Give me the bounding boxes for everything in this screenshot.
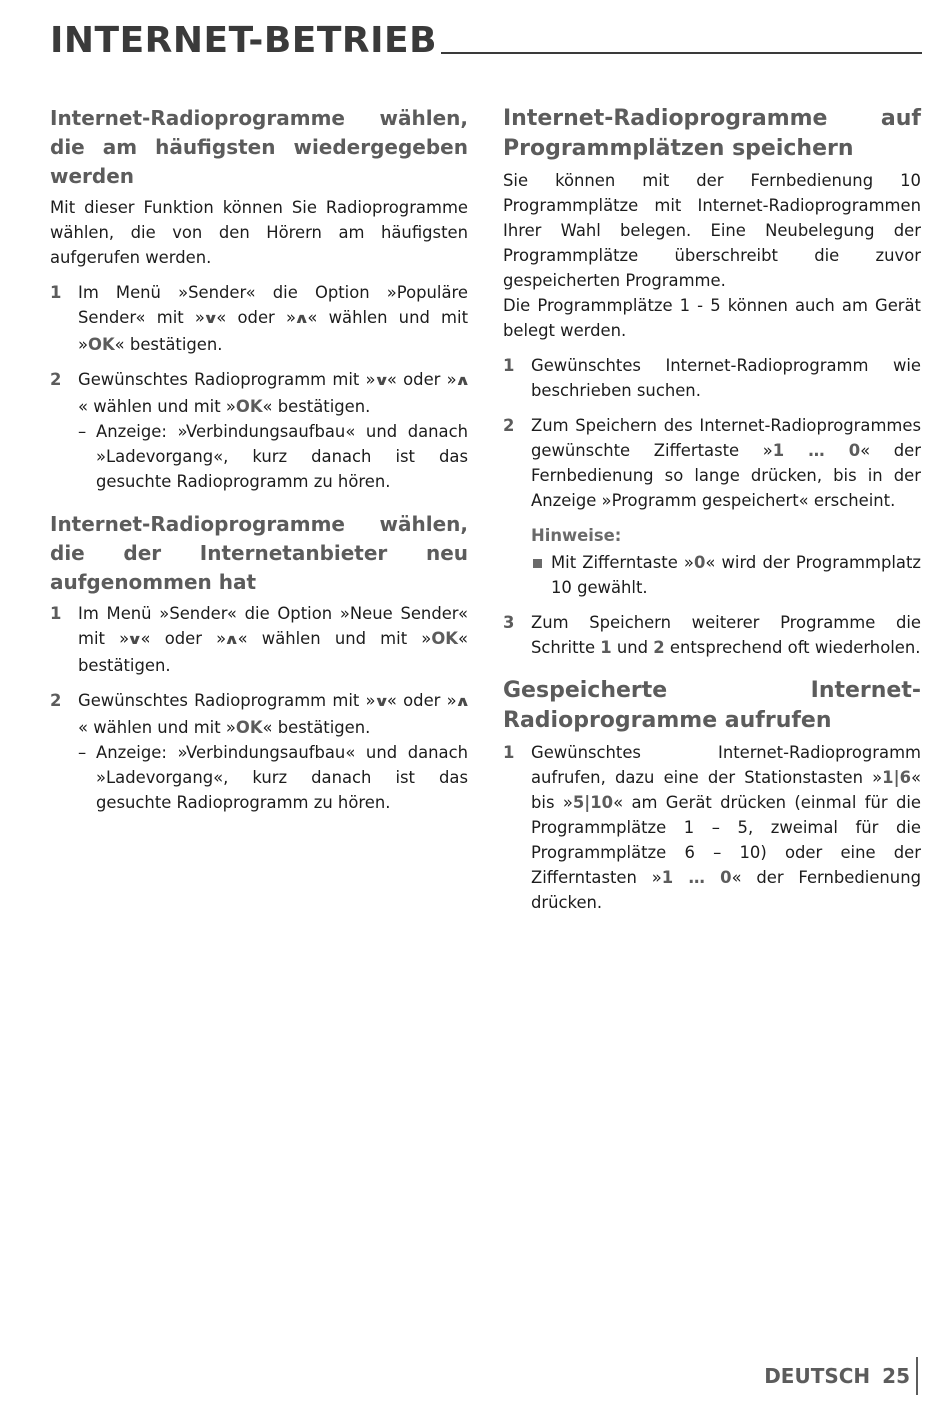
dash-marker: – — [78, 743, 87, 762]
step-number: 1 — [503, 356, 515, 375]
chevron-down-icon: ∨ — [373, 373, 390, 389]
step-text: Im Menü »Sender« die Option »Neue Sender« mit » — [78, 604, 468, 648]
display-note — [78, 419, 468, 494]
note-text: Anzeige: »Verbindungsaufbau« und danach »Ladevorgang«, kurz danach ist das gesuchte Radioprogramm zu hören. — [96, 743, 468, 812]
step-number: 2 — [503, 416, 515, 435]
section-heading-recall: Gespeicherte Internet-Radioprogramme aufrufen — [503, 678, 921, 733]
section-intro-store-device: Die Programmplätze 1 - 5 können auch am Gerät belegt werden. — [503, 296, 921, 340]
step-number: 1 — [50, 604, 62, 623]
step-text: Zum Speichern des Internet-Radioprogrammes gewünschte Ziffertaste » — [531, 416, 921, 460]
step-text: « oder » — [216, 308, 297, 327]
digit-key: 0 — [693, 553, 706, 572]
step-number: 2 — [50, 691, 62, 710]
step-text: « bestätigen. — [114, 335, 223, 354]
station-key: 1|6 — [882, 768, 911, 787]
chevron-down-icon: ∨ — [126, 632, 143, 648]
step-text: « wählen und mit » — [78, 308, 469, 354]
section-heading-popular: Internet-Radioprogramme wählen, die am häufigsten wiedergegeben werden — [50, 106, 468, 188]
section-heading-new: Internet-Radioprogramme wählen, die der Internetanbieter neu aufgenommen hat — [50, 512, 468, 594]
step-text: « am Gerät drücken (einmal für die Programmplätze 1 – 5, zweimal für die Programmplätze 6 – 10) oder eine der Zifferntasten » — [531, 793, 921, 887]
dash-marker: – — [78, 422, 87, 441]
chevron-up-icon: ∧ — [293, 311, 310, 327]
chevron-up-icon: ∧ — [454, 373, 471, 389]
step-text: « bestätigen. — [262, 397, 371, 416]
step-ref: 2 — [653, 638, 665, 657]
step-text: « bestätigen. — [262, 718, 371, 737]
hint-item — [503, 550, 921, 600]
step-number: 1 — [50, 283, 62, 302]
step-text: « bis » — [531, 768, 921, 812]
display-note — [78, 740, 468, 815]
section-intro-store: Sie können mit der Fernbedienung 10 Programmplätze mit Internet-Radioprogrammen Ihrer Wahl belegen. Eine Neubelegung der Programmplätze überschreibt die zuvor gespeicherten Programme. — [503, 171, 921, 290]
step-number: 1 — [503, 743, 515, 762]
step-text: « oder » — [386, 691, 457, 710]
chevron-up-icon: ∧ — [223, 632, 240, 648]
square-bullet-icon — [533, 559, 542, 568]
ok-key: OK — [88, 335, 115, 354]
chevron-down-icon: ∨ — [373, 694, 390, 710]
step-text: Gewünschtes Radioprogramm mit » — [78, 691, 376, 710]
step-new-2 — [50, 688, 471, 815]
right-column — [503, 104, 921, 925]
step-text: « wählen und mit » — [78, 397, 236, 416]
station-key: 5|10 — [572, 793, 614, 812]
page-number: 25 — [882, 1364, 910, 1388]
ok-key: OK — [235, 718, 263, 737]
step-text: und — [611, 638, 654, 657]
step-text: « oder » — [140, 629, 227, 648]
step-store-1 — [503, 353, 921, 403]
step-number: 2 — [50, 370, 62, 389]
chevron-up-icon: ∧ — [454, 694, 471, 710]
step-text: « wählen und mit » — [78, 718, 236, 737]
ok-key: OK — [235, 397, 263, 416]
digit-keys: 1 … 0 — [772, 441, 861, 460]
step-new-1 — [50, 601, 468, 678]
chevron-down-icon: ∨ — [202, 311, 219, 327]
step-popular-2 — [50, 367, 471, 494]
footer-rule — [916, 1357, 918, 1395]
digit-keys: 1 … 0 — [661, 868, 732, 887]
step-text: Gewünschtes Radioprogramm mit » — [78, 370, 376, 389]
step-text: « bestätigen. — [78, 629, 469, 675]
hint-text: « wird der Programmplatz 10 gewählt. — [551, 553, 921, 597]
step-number: 3 — [503, 613, 515, 632]
step-popular-1 — [50, 280, 468, 357]
step-ref: 1 — [600, 638, 612, 657]
step-text: Gewünschtes Internet-Radioprogramm aufrufen, dazu eine der Stationstasten » — [531, 743, 921, 787]
step-text: « wählen und mit » — [237, 629, 432, 648]
section-heading-store: Internet-Radioprogramme auf Programmplätzen speichern — [503, 106, 921, 161]
step-recall-1 — [503, 740, 921, 915]
left-column — [50, 104, 471, 825]
step-text: Zum Speichern weiterer Programme die Schritte — [531, 613, 921, 657]
hint-text: Mit Zifferntaste » — [551, 553, 694, 572]
page-footer — [764, 1356, 918, 1396]
page-title: INTERNET-BETRIEB — [50, 20, 441, 62]
note-text: Anzeige: »Verbindungsaufbau« und danach »Ladevorgang«, kurz danach ist das gesuchte Radioprogramm zu hören. — [96, 422, 468, 491]
step-text: « der Fernbedienung so lange drücken, bis in der Anzeige »Programm gespeichert« erscheint. — [531, 441, 921, 510]
step-text: Im Menü »Sender« die Option »Populäre Sender« mit » — [78, 283, 468, 327]
hint-title: Hinweise: — [531, 526, 622, 545]
footer-language: DEUTSCH — [764, 1364, 871, 1388]
step-store-3 — [503, 610, 921, 660]
page-header — [50, 20, 922, 62]
step-store-2 — [503, 413, 921, 513]
section-intro-popular: Mit dieser Funktion können Sie Radioprogramme wählen, die von den Hörern am häufigsten aufgerufen werden. — [50, 198, 468, 267]
step-text: entsprechend oft wiederholen. — [664, 638, 921, 657]
ok-key: OK — [431, 629, 458, 648]
step-text: « oder » — [386, 370, 457, 389]
step-text: Gewünschtes Internet-Radioprogramm wie beschrieben suchen. — [531, 356, 921, 400]
step-text: « der Fernbedienung drücken. — [531, 868, 921, 912]
